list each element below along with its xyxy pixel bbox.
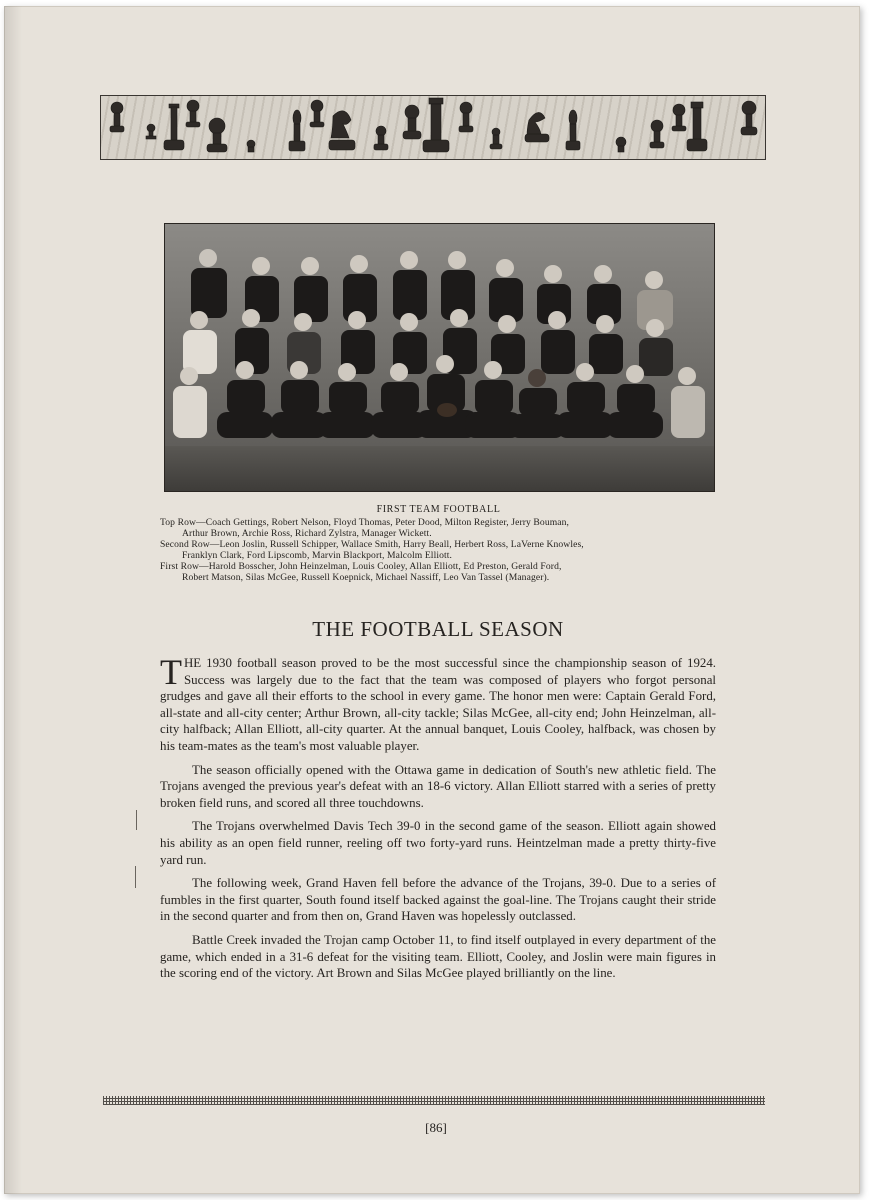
- pawn-icon: [207, 118, 227, 152]
- caption-first-row: [160, 561, 716, 583]
- yearbook-page: [4, 6, 860, 1194]
- pawn-icon: [247, 140, 255, 152]
- article-paragraph-1: [160, 652, 716, 755]
- king-icon: [687, 102, 707, 151]
- article-title: THE FOOTBALL SEASON: [312, 617, 564, 641]
- article-paragraph-4: [160, 875, 716, 925]
- pawn-icon: [403, 105, 421, 139]
- photo-caption-title: FIRST TEAM FOOTBALL: [376, 504, 501, 515]
- team-photo-icon: [165, 224, 714, 491]
- article-paragraph-5: [160, 932, 716, 982]
- pawn-icon: [490, 128, 502, 149]
- margin-pencil-mark: [135, 866, 136, 888]
- pawn-icon: [672, 104, 686, 131]
- pawn-icon: [374, 126, 388, 150]
- paragraph-1-text: HE 1930 football season proved to be the most successful since the championship season of 1924. Success was largely due to the fact that the team was composed of players who forgot personal grudges and gave all their efforts to the school in every game. The honor men were: Captain Gerald Ford, all-state and all-city center; Arthur Brown, all-city tackle; Silas McGee, all-city end; John Heinzelman, all-city halfback; Allan Elliott, all-city quarter. At the annual banquet, Louis Cooley, halfback, was chosen by his team-mates as the team's most valuable player.: [160, 656, 716, 753]
- caption-top-row-line1: Top Row—Coach Gettings, Robert Nelson, Floyd Thomas, Peter Dood, Milton Register, Jerry Bouman,: [160, 517, 570, 528]
- chess-banner-decoration: [100, 95, 766, 160]
- footer-dotted-rule: [103, 1096, 765, 1105]
- paragraph-2-text: The season officially opened with the Ottawa game in dedication of South's new athletic field. The Trojans avenged the previous year's defeat with an 18-6 victory. Allan Elliott starred with a series of pretty broken field runs, and scored all three touchdowns.: [160, 762, 716, 810]
- pawn-icon: [110, 102, 124, 132]
- bishop-icon: [289, 110, 305, 151]
- knight-icon: [329, 111, 355, 150]
- paragraph-3-text: The Trojans overwhelmed Davis Tech 39-0 in the second game of the season. Elliott again showed his ability as an open field runner, reeling off two forty-yard runs. Heintzelman made a pretty thirty-five yard run.: [160, 819, 716, 867]
- pawn-icon: [186, 100, 200, 127]
- bishop-icon: [566, 110, 580, 150]
- caption-top-row: [160, 517, 716, 539]
- pawn-icon: [650, 120, 664, 148]
- team-photograph: [164, 223, 715, 492]
- article-paragraph-2: [160, 762, 716, 812]
- king-icon: [164, 104, 184, 150]
- knight-icon: [525, 112, 549, 142]
- chess-pieces-icon: [101, 96, 765, 159]
- pawn-icon: [616, 137, 626, 152]
- caption-top-row-line2: Arthur Brown, Archie Ross, Richard Zylstra, Manager Wickett.: [182, 528, 432, 539]
- caption-second-row: [160, 539, 716, 561]
- caption-first-row-line1: First Row—Harold Bosscher, John Heinzelman, Louis Cooley, Allan Elliott, Ed Preston, Gerald Ford,: [160, 561, 562, 572]
- caption-second-row-line1: Second Row—Leon Joslin, Russell Schipper, Wallace Smith, Harry Beall, Herbert Ross, LaVerne Knowles,: [160, 539, 584, 550]
- margin-pencil-mark: [136, 810, 137, 830]
- drop-cap: T: [160, 652, 182, 692]
- caption-second-row-line2: Franklyn Clark, Ford Lipscomb, Marvin Blackport, Malcolm Elliott.: [182, 550, 453, 561]
- pawn-icon: [310, 100, 324, 127]
- paragraph-5-text: Battle Creek invaded the Trojan camp October 11, to find itself outplayed in every department of the game, which ended in a 31-6 defeat for the visiting team. Elliott, Cooley, and Joslin were main figures in the scoring end of the victory. Art Brown and Silas McGee played brilliantly on the line.: [160, 932, 716, 981]
- paragraph-4-text: The following week, Grand Haven fell before the advance of the Trojans, 39-0. Due to a series of fumbles in the first quarter, South found itself backed against the goal-line. The Trojans caught their stride in the second quarter and from then on, Grand Haven was hopelessly outclassed.: [160, 876, 716, 924]
- caption-first-row-line2: Robert Matson, Silas McGee, Russell Koepnick, Michael Nassiff, Leo Van Tassel (Manager).: [182, 572, 550, 583]
- page-number: [86]: [425, 1120, 447, 1135]
- page-spine-shadow: [4, 6, 22, 1194]
- pawn-icon: [741, 101, 757, 135]
- pawn-icon: [459, 102, 473, 132]
- article-body: [160, 652, 716, 982]
- queen-icon: [423, 98, 449, 152]
- article-paragraph-3: [160, 818, 716, 868]
- pawn-icon: [146, 124, 156, 139]
